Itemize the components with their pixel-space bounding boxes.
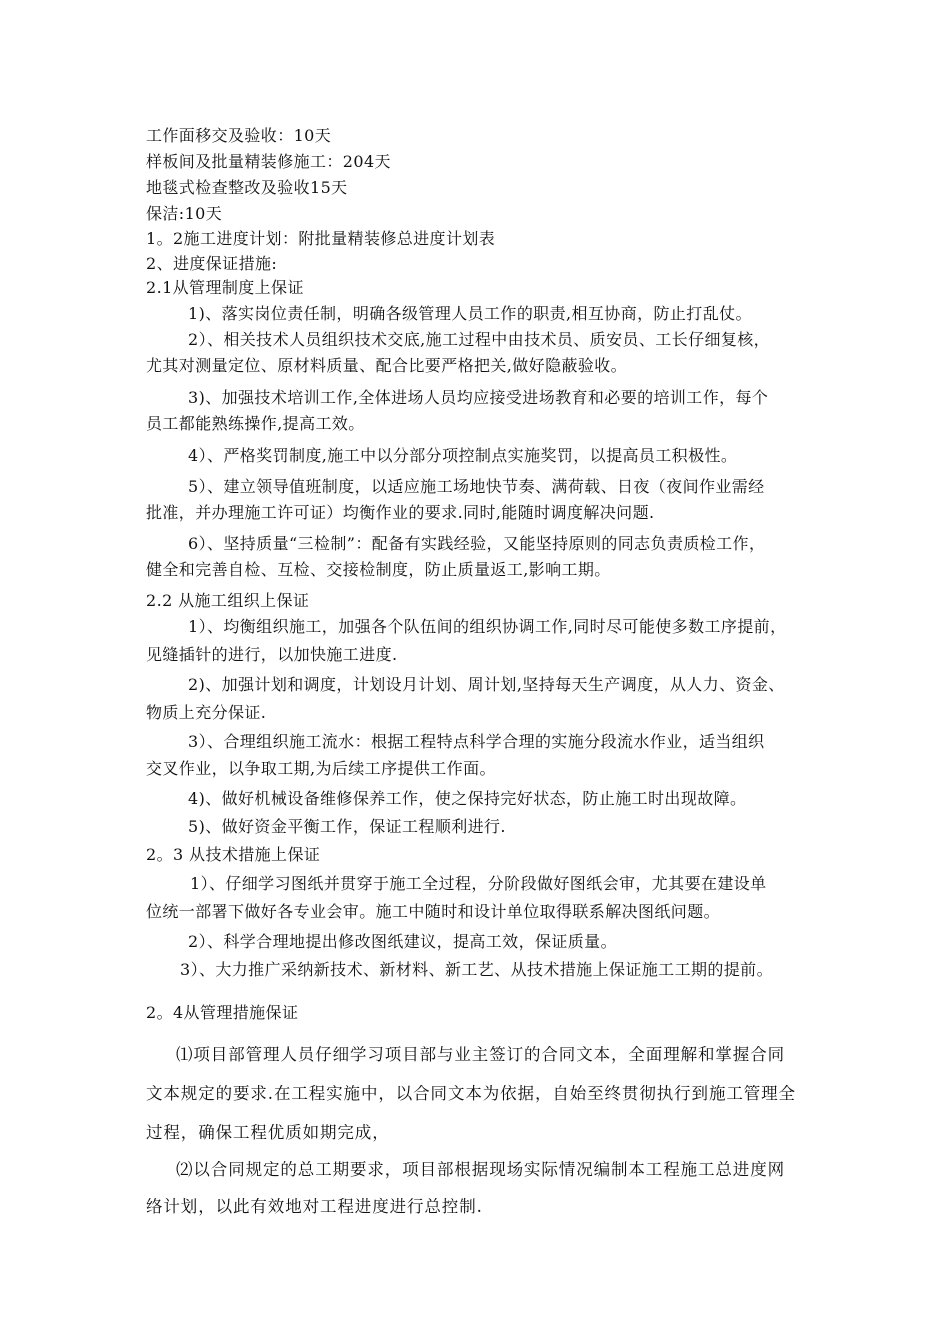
plan-reference: 1。2施工进度计划：附批量精装修总进度计划表 — [146, 229, 496, 248]
section-2-2-item-3-line-2: 交叉作业，以争取工期,为后续工序提供工作面。 — [146, 759, 496, 778]
section-2-2-item-4-line-1: 4)、做好机械设备维修保养工作，使之保持完好状态，防止施工时出现故障。 — [188, 789, 747, 808]
section-2-1-item-1-line-1: 1)、落实岗位责任制，明确各级管理人员工作的职责,相互协商，防止打乱仗。 — [188, 304, 752, 323]
section-2-4-item-1-line-3: 过程，确保工程优质如期完成， — [146, 1123, 390, 1142]
section-2-1-item-5-line-2: 批准，并办理施工许可证）均衡作业的要求.同时,能随时调度解决问题. — [146, 503, 655, 522]
section-2-3-item-1-line-1: 1）、仔细学习图纸并贯穿于施工全过程，分阶段做好图纸会审，尤其要在建设单 — [190, 874, 767, 893]
section-2-1-item-4-line-1: 4）、严格奖罚制度,施工中以分部分项控制点实施奖罚，以提高员工积极性。 — [188, 446, 738, 465]
section-2-1-item-6-line-2: 健全和完善自检、互检、交接检制度，防止质量返工,影响工期。 — [146, 560, 611, 579]
section-2-2-item-3-line-1: 3）、合理组织施工流水：根据工程特点科学合理的实施分段流水作业，适当组织 — [188, 732, 765, 751]
section-2-3-item-1-line-2: 位统一部署下做好各专业会审。施工中随时和设计单位取得联系解决图纸问题。 — [146, 902, 721, 921]
section-2-4-item-1-line-1: ⑴项目部管理人员仔细学习项目部与业主签订的合同文本，全面理解和掌握合同 — [176, 1045, 785, 1064]
section-2-1-item-2-line-1: 2）、相关技术人员组织技术交底,施工过程中由技术员、质安员、工长仔细复核， — [188, 330, 771, 349]
section-2-2-item-2-line-2: 物质上充分保证. — [146, 703, 267, 722]
section-2-3-heading: 2。3 从技术措施上保证 — [146, 845, 321, 864]
section-2-4-heading: 2。4从管理措施保证 — [146, 1003, 299, 1022]
section-2-1-item-6-line-1: 6）、坚持质量“三检制”：配备有实践经验，又能坚持原则的同志负责质检工作， — [188, 534, 766, 553]
section-2-2-item-1-line-1: 1）、均衡组织施工，加强各个队伍间的组织协调工作,同时尽可能使多数工序提前， — [188, 617, 787, 636]
section-2-2-item-5-line-1: 5)、做好资金平衡工作，保证工程顺利进行. — [188, 817, 506, 836]
section-2-4-item-1-line-2: 文本规定的要求.在工程实施中，以合同文本为依据，自始至终贯彻执行到施工管理全 — [146, 1084, 796, 1103]
measures-title: 2、进度保证措施: — [146, 254, 278, 273]
section-2-2-item-1-line-2: 见缝插针的进行，以加快施工进度. — [146, 645, 398, 664]
section-2-4-item-2-line-1: ⑵以合同规定的总工期要求，项目部根据现场实际情况编制本工程施工总进度网 — [176, 1160, 785, 1179]
section-2-3-item-3-line-1: 3）、大力推广采纳新技术、新材料、新工艺、从技术措施上保证施工工期的提前。 — [180, 960, 773, 979]
section-2-1-item-3-line-2: 员工都能熟练操作,提高工效。 — [146, 414, 365, 433]
section-2-1-item-5-line-1: 5）、建立领导值班制度，以适应施工场地快节奏、满荷载、日夜（夜间作业需经 — [188, 477, 765, 496]
section-2-1-item-2-line-2: 尤其对测量定位、原材料质量、配合比要严格把关,做好隐蔽验收。 — [146, 356, 628, 375]
summary-sample-room: 样板间及批量精装修施工：204天 — [146, 152, 391, 171]
section-2-1-heading: 2.1从管理制度上保证 — [146, 278, 304, 297]
summary-handover: 工作面移交及验收：10天 — [146, 126, 332, 145]
section-2-3-item-2-line-1: 2）、科学合理地提出修改图纸建议，提高工效，保证质量。 — [188, 932, 617, 951]
summary-cleaning: 保洁:10天 — [146, 204, 223, 223]
section-2-2-heading: 2.2 从施工组织上保证 — [146, 591, 310, 610]
section-2-2-item-2-line-1: 2)、加强计划和调度，计划设月计划、周计划,坚持每天生产调度，从人力、资金、 — [188, 675, 785, 694]
section-2-1-item-3-line-1: 3)、加强技术培训工作,全体进场人员均应接受进场教育和必要的培训工作，每个 — [188, 388, 769, 407]
section-2-4-item-2-line-2: 络计划，以此有效地对工程进度进行总控制. — [146, 1197, 483, 1216]
summary-carpet-check: 地毯式检查整改及验收15天 — [146, 178, 348, 197]
